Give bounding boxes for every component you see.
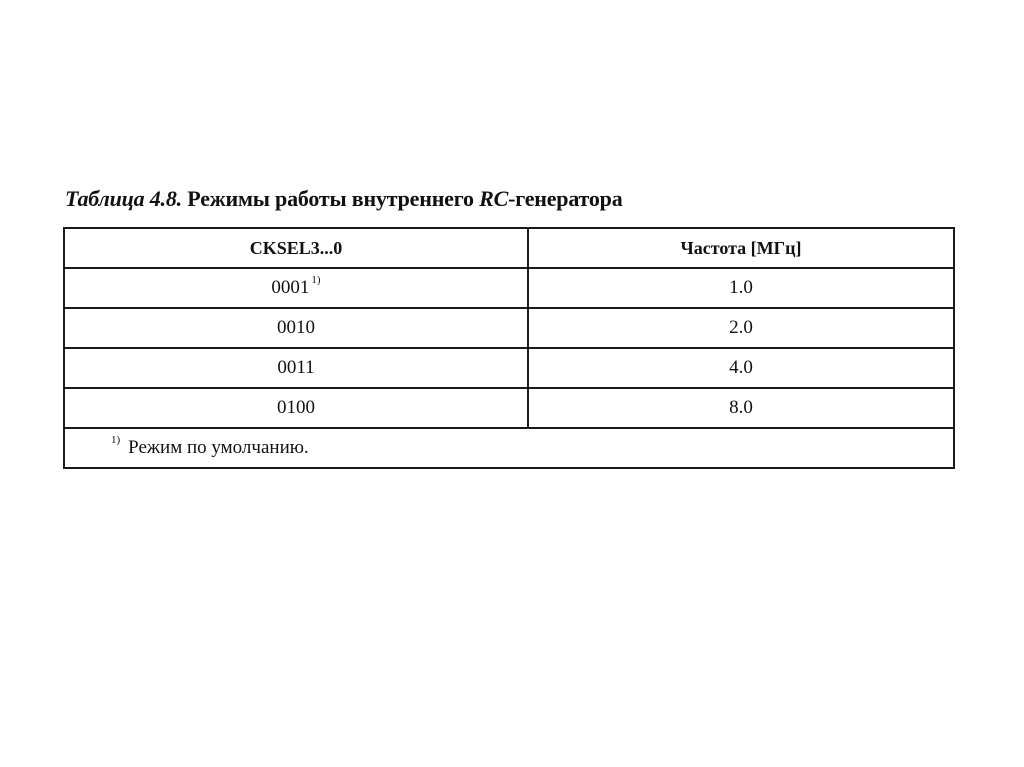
header-frequency: Частота [МГц] [528,228,954,268]
rc-modes-table [63,227,955,469]
table-caption [65,186,623,212]
cksel-value: 0001 [271,277,310,298]
cell-cksel: 0011 [64,348,528,388]
caption-rc: RC [479,186,509,211]
table-row [64,268,954,308]
caption-text-before: Режимы работы внутреннего [187,186,474,211]
cell-cksel: 0100 [64,388,528,428]
cell-frequency: 2.0 [528,308,954,348]
cell-frequency: 1.0 [528,268,954,308]
footnote-row [64,428,954,468]
caption-text-after: -генератора [508,186,623,211]
table-row [64,348,954,388]
table-header-row [64,228,954,268]
caption-prefix: Таблица 4.8. [65,186,182,211]
cell-frequency: 8.0 [528,388,954,428]
footnote-mark: 1) [111,434,121,446]
cell-cksel: 0010 [64,308,528,348]
table-row [64,388,954,428]
cell-frequency: 4.0 [528,348,954,388]
cell-cksel [64,268,528,308]
table-row [64,308,954,348]
footnote-cell [64,428,954,468]
footnote-text: Режим по умолчанию. [128,437,309,458]
footnote-mark: 1) [311,274,321,286]
header-cksel: CKSEL3...0 [64,228,528,268]
